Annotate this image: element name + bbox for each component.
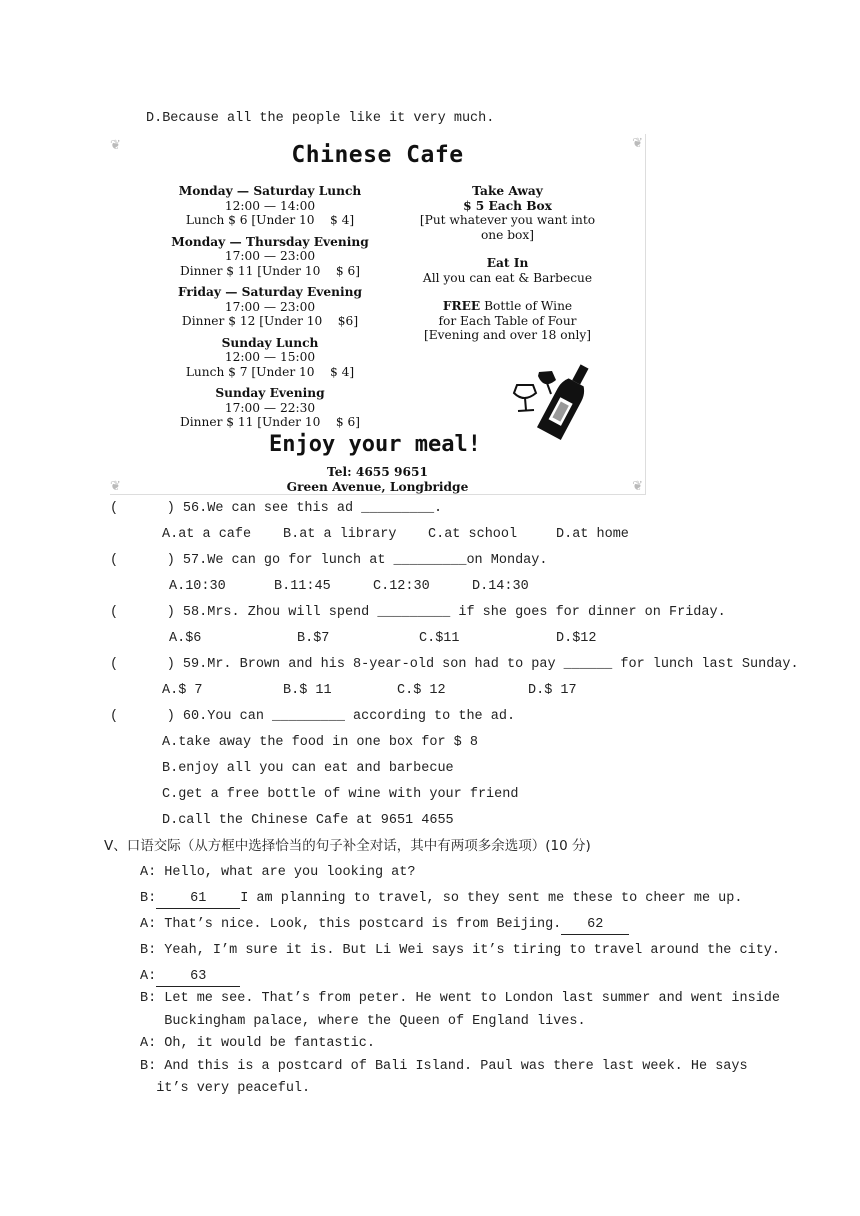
menu-block-heading: Friday — Saturday Evening bbox=[177, 285, 362, 299]
free-text: Bottle of Wine bbox=[480, 299, 573, 313]
takeaway-note: [Put whatever you want into bbox=[419, 213, 596, 227]
dialog-line bbox=[140, 968, 240, 987]
dialog-line bbox=[140, 890, 743, 909]
question-59: ( ) 59.Mr. Brown and his 8-year-old son had to pay ______ for lunch last Sunday. bbox=[110, 657, 799, 672]
option-b: B.at a library bbox=[283, 527, 397, 542]
question-57: ( ) 57.We can go for lunch at _________on Monday. bbox=[110, 553, 548, 568]
question-60: ( ) 60.You can _________ according to the ad. bbox=[110, 709, 516, 724]
option-c: C.$ 12 bbox=[397, 683, 446, 698]
option-a: A.$ 7 bbox=[162, 683, 203, 698]
option-b: B.$7 bbox=[297, 631, 330, 646]
eatin-text: All you can eat & Barbecue bbox=[422, 270, 593, 285]
free-text-2: for Each Table of Four bbox=[438, 313, 577, 328]
menu-block bbox=[150, 336, 390, 380]
ad-enjoy: Enjoy your meal! bbox=[269, 432, 481, 457]
menu-block-price: Dinner $ 11 [Under 10 $ 6] bbox=[179, 263, 361, 278]
menu-block-price: Lunch $ 6 [Under 10 $ 4] bbox=[185, 213, 355, 227]
menu-block bbox=[150, 386, 390, 430]
option-b: B.enjoy all you can eat and barbecue bbox=[162, 761, 454, 776]
option-d: D.$ 17 bbox=[528, 683, 577, 698]
dialog-line: Buckingham palace, where the Queen of England lives. bbox=[140, 1014, 586, 1029]
question-56: ( ) 56.We can see this ad _________. bbox=[110, 501, 443, 516]
corner-ornament-icon: ❦ bbox=[110, 479, 121, 494]
dialog-line: B: Let me see. That’s from peter. He went to London last summer and went inside bbox=[140, 991, 781, 1006]
option-c: C.$11 bbox=[419, 631, 460, 646]
eatin-heading: Eat In bbox=[486, 256, 529, 270]
section-heading: Ⅴ、口语交际（从方框中选择恰当的句子补全对话，其中有两项多余选项）(10 分) bbox=[104, 838, 591, 854]
option-d: D.14:30 bbox=[472, 579, 529, 594]
menu-block-price: Dinner $ 12 [Under 10 $6] bbox=[181, 314, 359, 328]
menu-block-heading: Monday — Thursday Evening bbox=[171, 234, 369, 249]
menu-block bbox=[150, 235, 390, 279]
option-d: D.at home bbox=[556, 527, 629, 542]
free-heading: FREE bbox=[442, 299, 481, 313]
takeaway-price: $ 5 Each Box bbox=[463, 198, 552, 213]
option-d-previous: D.Because all the people like it very much. bbox=[146, 111, 495, 126]
menu-block-time: 17:00 — 23:00 bbox=[224, 249, 316, 263]
menu-block-heading: Monday — Saturday Lunch bbox=[178, 184, 362, 198]
option-c: C.12:30 bbox=[373, 579, 430, 594]
menu-block-time: 12:00 — 15:00 bbox=[224, 350, 316, 364]
option-a: A.$6 bbox=[169, 631, 202, 646]
wine-bottle-icon bbox=[508, 358, 603, 448]
option-b: B.11:45 bbox=[274, 579, 331, 594]
corner-ornament-icon: ❦ bbox=[110, 138, 121, 153]
option-c: C.get a free bottle of wine with your friend bbox=[162, 787, 519, 802]
dialog-text: A: That’s nice. Look, this postcard is from Beijing. bbox=[140, 917, 562, 932]
speaker-label: A: bbox=[140, 969, 157, 984]
menu-block bbox=[150, 184, 390, 228]
takeaway-note-end: one box] bbox=[480, 227, 535, 242]
menu-block-heading: Sunday Lunch bbox=[221, 335, 319, 350]
question-58: ( ) 58.Mrs. Zhou will spend _________ if she goes for dinner on Friday. bbox=[110, 605, 726, 620]
ad-menu-times bbox=[150, 184, 390, 437]
option-a: A.at a cafe bbox=[162, 527, 252, 542]
dialog-line: it’s very peaceful. bbox=[140, 1081, 311, 1096]
option-a: A.take away the food in one box for $ 8 bbox=[162, 735, 478, 750]
blank-61: 61 bbox=[156, 890, 240, 909]
dialog-line: A: Hello, what are you looking at? bbox=[140, 865, 416, 880]
takeaway-heading: Take Away bbox=[472, 184, 543, 198]
ad-title: Chinese Cafe bbox=[291, 142, 464, 168]
dialog-line: B: And this is a postcard of Bali Island. Paul was there last week. He says bbox=[140, 1059, 748, 1074]
corner-ornament-icon: ❦ bbox=[632, 479, 643, 494]
menu-block-price: Lunch $ 7 [Under 10 $ 4] bbox=[185, 364, 355, 379]
dialog-text: I am planning to travel, so they sent me these to cheer me up. bbox=[240, 891, 743, 906]
option-c: C.at school bbox=[428, 527, 518, 542]
option-b: B.$ 11 bbox=[283, 683, 332, 698]
blank-63: 63 bbox=[156, 968, 240, 987]
menu-block-time: 12:00 — 14:00 bbox=[224, 198, 316, 213]
corner-ornament-icon: ❦ bbox=[632, 136, 643, 151]
free-text-3: [Evening and over 18 only] bbox=[423, 328, 592, 342]
speaker-label: B: bbox=[140, 891, 157, 906]
ad-telephone: Tel: 4655 9651 bbox=[327, 465, 428, 479]
menu-block-heading: Sunday Evening bbox=[215, 386, 325, 400]
ad-address: Green Avenue, Longbridge bbox=[286, 480, 469, 494]
dialog-line: B: Yeah, I’m sure it is. But Li Wei says it’s tiring to travel around the city. bbox=[140, 943, 781, 958]
blank-62: 62 bbox=[561, 916, 629, 935]
option-d: D.call the Chinese Cafe at 9651 4655 bbox=[162, 813, 454, 828]
menu-block-time: 17:00 — 22:30 bbox=[224, 400, 316, 415]
option-a: A.10:30 bbox=[169, 579, 226, 594]
ad-offers bbox=[400, 184, 615, 343]
option-d: D.$12 bbox=[556, 631, 597, 646]
menu-block bbox=[150, 285, 390, 329]
cafe-ad bbox=[110, 134, 646, 495]
dialog-line: A: Oh, it would be fantastic. bbox=[140, 1036, 375, 1051]
dialog-line bbox=[140, 916, 629, 935]
menu-block-time: 17:00 — 23:00 bbox=[224, 299, 316, 314]
menu-block-price: Dinner $ 11 [Under 10 $ 6] bbox=[179, 415, 361, 429]
